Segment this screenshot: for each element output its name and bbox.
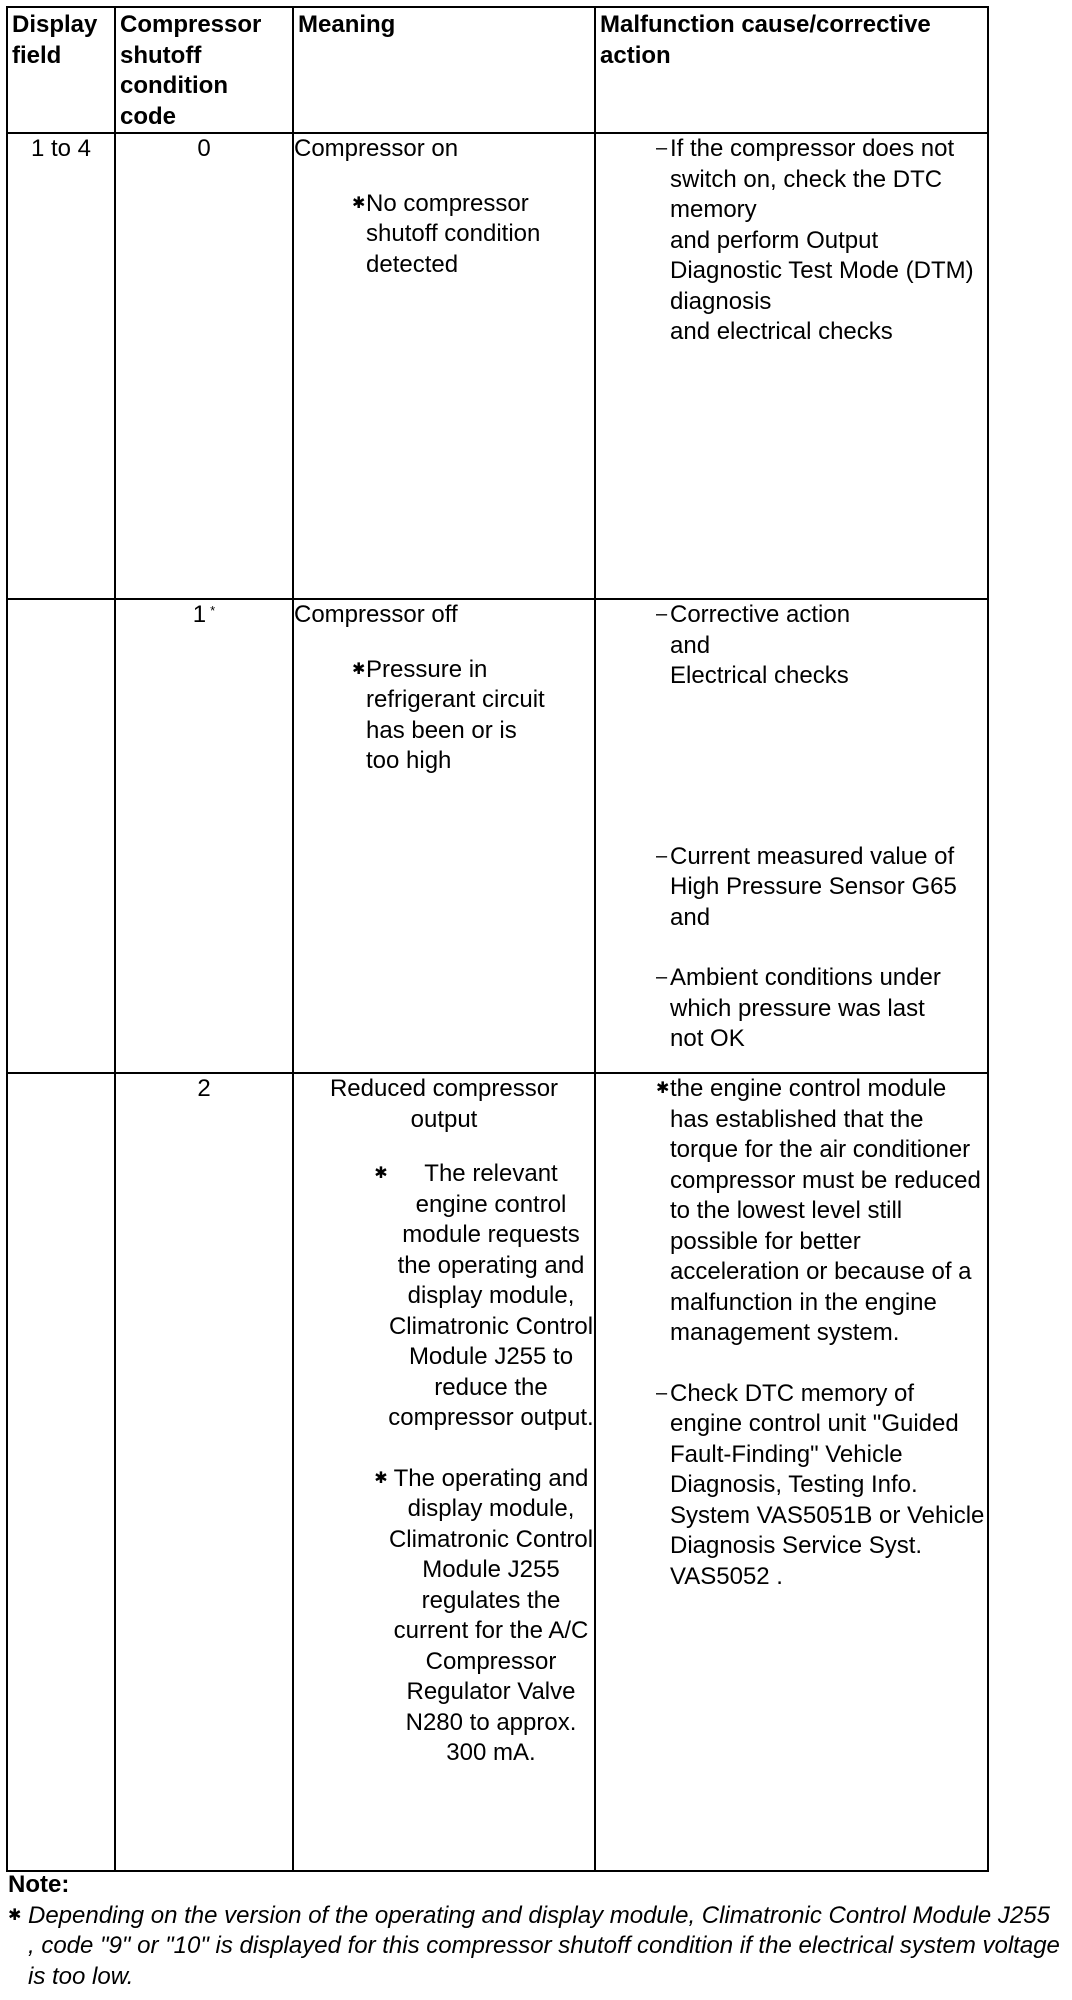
meaning-bullet: ✱ Pressure in refrigerant circuit has been or is too high bbox=[352, 655, 552, 777]
meaning-title: Compressor on bbox=[294, 135, 459, 162]
action-item: – Current measured value of High Pressure Sensor G65 and bbox=[656, 842, 987, 934]
note-section bbox=[8, 1870, 1063, 1992]
dash-bullet-icon: – bbox=[656, 1381, 668, 1404]
display-field-cell bbox=[7, 1073, 115, 1871]
action-item: – Ambient conditions under which pressure was last not OK bbox=[656, 963, 946, 1055]
note-text: Depending on the version of the operating and display module, Climatronic Control Module J255 , code "9" or "10" is displayed for this compressor shutoff condition if the electrical system voltage is too low. bbox=[28, 1901, 1060, 1990]
header-display-field: Display field bbox=[7, 7, 115, 133]
table-row bbox=[7, 133, 988, 599]
display-field-cell: 1 to 4 bbox=[7, 133, 115, 599]
asterisk-bullet-icon: ✱ bbox=[374, 1469, 388, 1487]
note-title: Note: bbox=[8, 1871, 70, 1898]
action-bullet: ✱ the engine control module has established that the torque for the air conditioner compressor must be reduced to the lowest level still possible for better acceleration or because of a malfunction in the engine management system. bbox=[656, 1074, 987, 1349]
meaning-bullet: ✱ No compressor shutoff condition detected bbox=[352, 189, 594, 281]
dash-bullet-icon: – bbox=[656, 603, 668, 625]
note-body bbox=[8, 1901, 1063, 1993]
dash-bullet-icon: – bbox=[656, 966, 668, 988]
meaning-title: Compressor off bbox=[294, 601, 458, 628]
action-item: – If the compressor does not switch on, check the DTC memory and perform Output Diagnostic Test Mode (DTM) diagnosis and electrical checks bbox=[656, 134, 987, 348]
action-cell bbox=[595, 599, 988, 1073]
header-code: Compressor shutoff condition code bbox=[115, 7, 293, 133]
table-row bbox=[7, 599, 988, 1073]
asterisk-bullet-icon: ✱ bbox=[352, 660, 366, 678]
action-cell bbox=[595, 133, 988, 599]
table-header-row bbox=[7, 7, 988, 133]
code-cell: 2 bbox=[115, 1073, 293, 1871]
action-cell bbox=[595, 1073, 988, 1871]
code-cell: 1 * bbox=[115, 599, 293, 1073]
action-item: – Corrective action and Electrical checks bbox=[656, 600, 987, 692]
code-cell: 0 bbox=[115, 133, 293, 599]
meaning-title: Reduced compressor output bbox=[329, 1075, 559, 1133]
meaning-cell bbox=[293, 599, 595, 1073]
meaning-bullet: ✱ The operating and display module, Climatronic Control Module J255 regulates the current for the A/C Compressor Regulator Valve N280 to approx. 300 mA. bbox=[374, 1464, 594, 1769]
asterisk-bullet-icon: ✱ bbox=[352, 194, 366, 212]
asterisk-bullet-icon: ✱ bbox=[656, 1080, 670, 1097]
asterisk-bullet-icon: ✱ bbox=[8, 1906, 22, 1924]
dash-bullet-icon: – bbox=[656, 844, 668, 867]
display-field-cell bbox=[7, 599, 115, 1073]
dash-bullet-icon: – bbox=[656, 137, 668, 159]
asterisk-bullet-icon: ✱ bbox=[374, 1165, 388, 1182]
meaning-cell bbox=[293, 1073, 595, 1871]
compressor-shutoff-table bbox=[6, 6, 989, 1872]
header-meaning: Meaning bbox=[293, 7, 595, 133]
meaning-cell bbox=[293, 133, 595, 599]
action-item: – Check DTC memory of engine control unit "Guided Fault-Finding" Vehicle Diagnosis, Testing Info. System VAS5051B or Vehicle Diagnosis Service Syst. VAS5052 . bbox=[656, 1379, 987, 1593]
table-row bbox=[7, 1073, 988, 1871]
footnote-asterisk: * bbox=[210, 603, 216, 618]
meaning-bullet: ✱ The relevant engine control module requests the operating and display module, Climatronic Control Module J255 to reduce the compressor output. bbox=[374, 1159, 594, 1434]
header-action: Malfunction cause/corrective action bbox=[595, 7, 988, 133]
